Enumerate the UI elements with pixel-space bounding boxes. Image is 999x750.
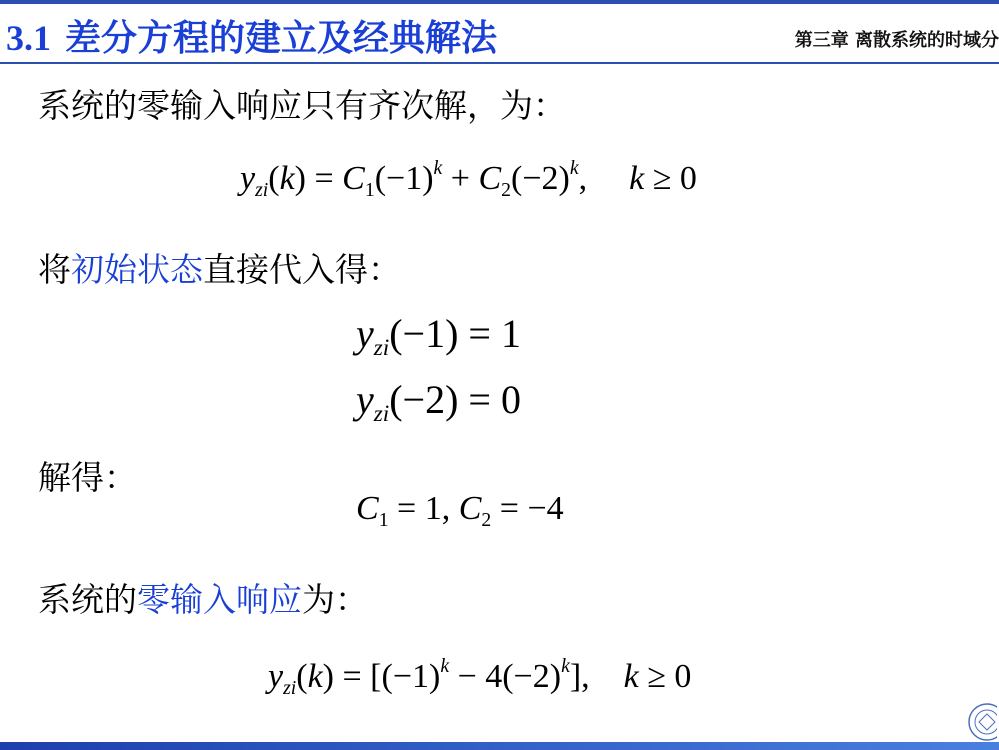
section-number: 3.1 [6, 18, 51, 58]
equation-initial-1: $y_{zi}(-1) = 1$ [356, 311, 521, 362]
section-title [6, 10, 497, 61]
chapter-label: 第三章 离散系统的时域分 [794, 30, 999, 51]
text-suffix: 为： [302, 580, 368, 619]
body-line-initial-state [38, 244, 401, 291]
text-prefix: 将 [38, 250, 71, 289]
equation-constants: $C_1 = 1$, $C_2 = -4$ [356, 490, 564, 531]
body-line-zero-input [38, 574, 368, 621]
body-line-homogeneous: 系统的零输入响应只有齐次解，为： [38, 86, 566, 125]
university-logo-icon [963, 698, 997, 742]
header-rule [0, 62, 999, 64]
text-prefix: 系统的 [38, 580, 137, 619]
section-title-text: 差分方程的建立及经典解法 [65, 18, 498, 59]
equation-zero-input-response: $y_{zi}(k) = [(-1)^k - 4(-2)^k]$, k ≥ 0 [268, 655, 692, 699]
equation-initial-2: $y_{zi}(-2) = 0$ [356, 377, 521, 428]
equation-general-solution: $y_{zi}(k) = C_1(-1)^k + C_2(-2)^k$, k ≥ 0 [240, 157, 697, 201]
text-suffix: 直接代入得： [203, 250, 401, 289]
body-line-solve: 解得： [38, 458, 137, 497]
highlight-zero-input-response: 零输入响应 [137, 580, 302, 619]
bottom-accent-bar [0, 742, 999, 750]
top-accent-bar [0, 0, 999, 4]
highlight-initial-state: 初始状态 [71, 250, 203, 289]
